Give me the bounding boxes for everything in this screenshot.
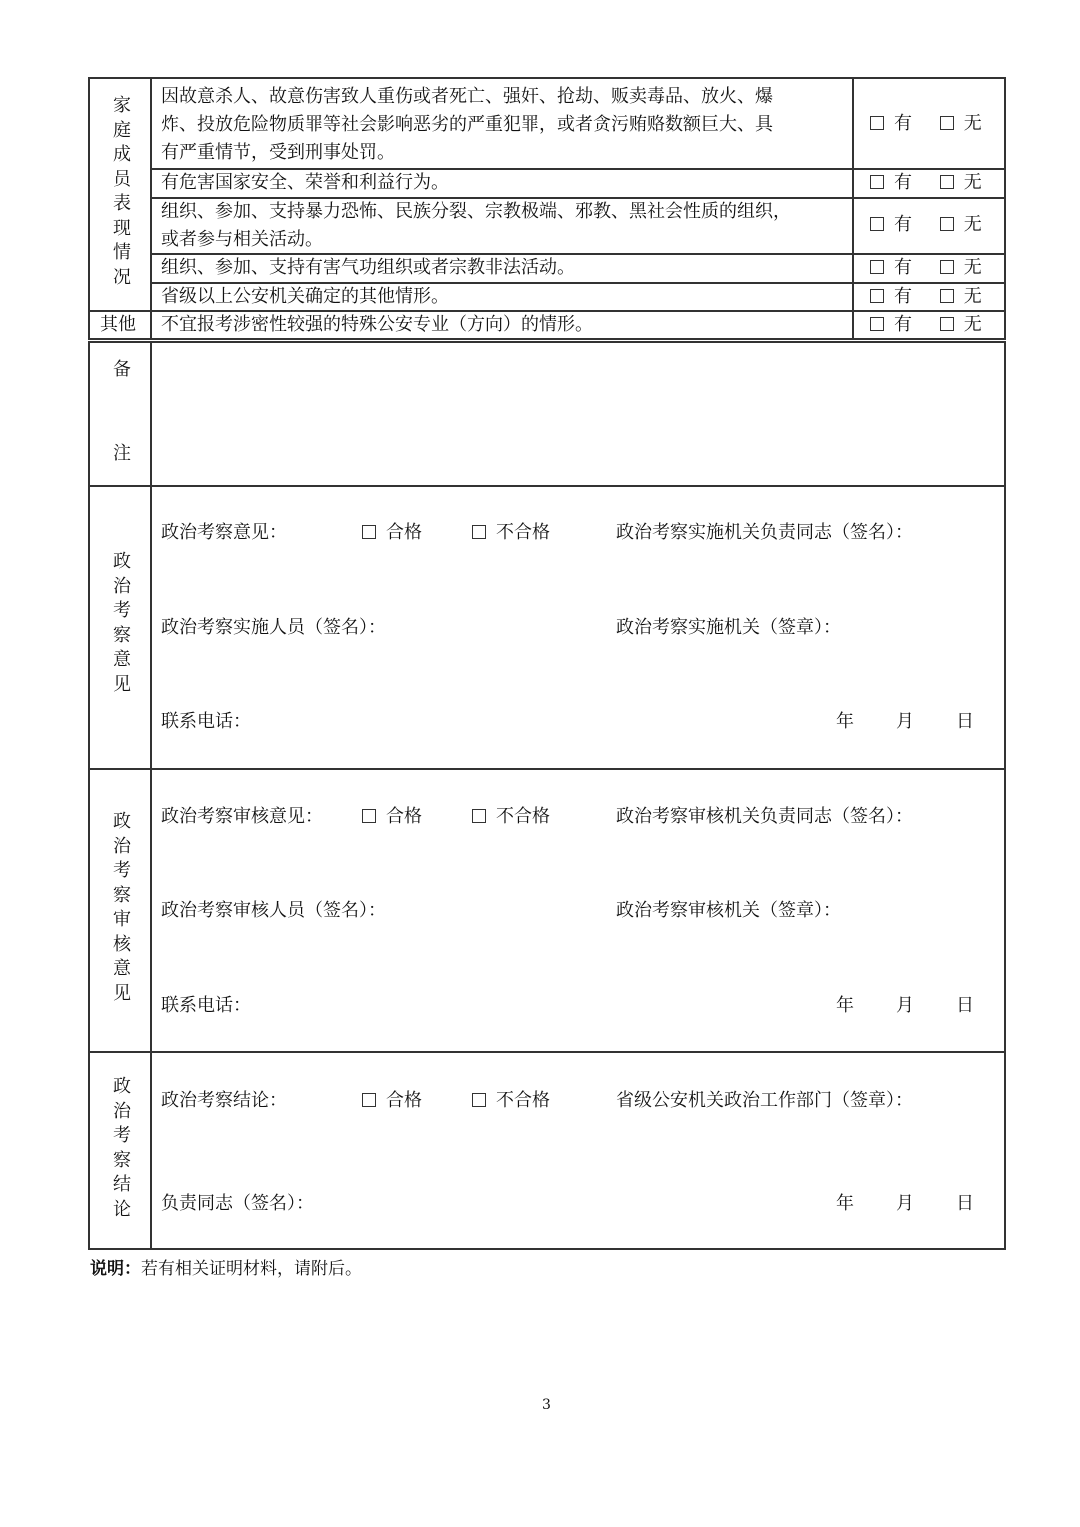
label-char: 成 (113, 144, 131, 165)
label-char: 意 (113, 649, 131, 670)
fail-label: 不合格 (496, 806, 550, 827)
checkbox-icon[interactable] (870, 175, 884, 189)
text-line: 或者参与相关活动。 (161, 229, 323, 250)
no-checkbox[interactable] (940, 214, 982, 235)
yes-label: 有 (894, 172, 912, 193)
inspection-org-seal[interactable]: 政治考察实施机关（签章）： (616, 617, 841, 638)
review-date-year: 年 (836, 995, 854, 1016)
inspection-fail-checkbox[interactable] (472, 519, 550, 547)
criterion-row-3-options (870, 211, 982, 239)
checkbox-icon[interactable] (472, 809, 486, 823)
text-line: 有严重情节，受到刑事处罚。 (161, 142, 395, 163)
label-char: 考 (113, 600, 131, 621)
review-org-seal[interactable]: 政治考察审核机关（签章）： (616, 900, 841, 921)
footnote-text: 若有相关证明材料，请附后。 (141, 1259, 362, 1279)
fail-label: 不合格 (496, 522, 550, 543)
remarks-label-top: 备 (113, 359, 131, 380)
inspection-pass-checkbox[interactable] (362, 519, 422, 547)
text-line: 组织、参加、支持暴力恐怖、民族分裂、宗教极端、邪教、黑社会性质的组织， (161, 201, 791, 222)
pass-label: 合格 (386, 522, 422, 543)
label-char: 察 (113, 1149, 131, 1171)
pass-label: 合格 (386, 806, 422, 827)
other-row-options (870, 311, 982, 339)
other-row-text: 不宜报考涉密性较强的特殊公安专业（方向）的情形。 (161, 314, 593, 335)
checkbox-icon[interactable] (940, 217, 954, 231)
text-line: 炸、投放危险物质罪等社会影响恶劣的严重犯罪，或者贪污贿赂数额巨大、具 (161, 114, 773, 135)
conclusion-date-year: 年 (836, 1193, 854, 1214)
remarks-field[interactable] (152, 343, 1004, 485)
label-char: 现 (113, 217, 131, 239)
checkbox-icon[interactable] (870, 260, 884, 274)
checkbox-icon[interactable] (362, 525, 376, 539)
checkbox-icon[interactable] (362, 809, 376, 823)
label-char: 家 (113, 95, 131, 116)
review-date-day: 日 (956, 995, 974, 1016)
label-char: 况 (113, 266, 131, 288)
other-section-label: 其他 (100, 314, 136, 335)
yes-checkbox[interactable] (870, 214, 912, 235)
inspection-opinion-label-text: 政治考察意见： (161, 522, 287, 543)
fail-label: 不合格 (496, 1090, 550, 1111)
no-checkbox[interactable] (940, 286, 982, 307)
yes-checkbox[interactable] (870, 172, 912, 193)
label-char: 察 (113, 624, 131, 646)
criterion-row-3-text (161, 198, 791, 254)
inspection-opinion-label (92, 550, 152, 697)
yes-label: 有 (894, 214, 912, 235)
no-label: 无 (963, 172, 982, 193)
yes-checkbox[interactable] (870, 257, 912, 278)
label-char: 察 (113, 884, 131, 906)
no-label: 无 (963, 314, 982, 335)
conclusion-dept-seal[interactable]: 省级公安机关政治工作部门（签章）： (616, 1090, 913, 1111)
yes-checkbox[interactable] (870, 314, 912, 335)
label-char: 考 (113, 1125, 131, 1146)
conclusion-label (92, 1075, 152, 1222)
criterion-row-5-options (870, 283, 982, 311)
review-date-month: 月 (896, 995, 914, 1016)
checkbox-icon[interactable] (870, 116, 884, 130)
review-fail-checkbox[interactable] (472, 803, 550, 831)
label-char: 政 (113, 551, 131, 572)
checkbox-icon[interactable] (940, 289, 954, 303)
yes-checkbox[interactable] (870, 113, 912, 134)
label-char: 意 (113, 958, 131, 979)
no-checkbox[interactable] (940, 172, 982, 193)
checkbox-icon[interactable] (472, 1093, 486, 1107)
checkbox-icon[interactable] (940, 260, 954, 274)
checkbox-icon[interactable] (472, 525, 486, 539)
label-char: 结 (113, 1174, 131, 1195)
label-char: 治 (113, 835, 131, 857)
checkbox-icon[interactable] (940, 317, 954, 331)
checkbox-icon[interactable] (940, 116, 954, 130)
footnote (90, 1257, 362, 1281)
inspection-leader-signature[interactable]: 政治考察实施机关负责同志（签名）： (616, 522, 913, 543)
pass-label: 合格 (386, 1090, 422, 1111)
criterion-row-2-options (870, 169, 982, 197)
criterion-row-5-text (161, 283, 449, 311)
yes-label: 有 (894, 314, 912, 335)
inspection-staff-signature[interactable]: 政治考察实施人员（签名）： (161, 617, 386, 638)
conclusion-pass-checkbox[interactable] (362, 1087, 422, 1115)
review-staff-signature[interactable]: 政治考察审核人员（签名）： (161, 900, 386, 921)
no-label: 无 (963, 113, 982, 134)
family-section-label (92, 94, 152, 290)
text-line: 组织、参加、支持有害气功组织或者宗教非法活动。 (161, 257, 575, 278)
conclusion-fail-checkbox[interactable] (472, 1087, 550, 1115)
label-char: 见 (113, 982, 131, 1004)
review-phone[interactable]: 联系电话： (161, 995, 251, 1016)
label-char: 庭 (113, 119, 131, 141)
no-checkbox[interactable] (940, 314, 982, 335)
text-line: 因故意杀人、故意伤害致人重伤或者死亡、强奸、抢劫、贩卖毒品、放火、爆 (161, 86, 773, 107)
inspection-phone[interactable]: 联系电话： (161, 711, 251, 732)
label-char: 政 (113, 1076, 131, 1097)
label-char: 论 (113, 1198, 131, 1220)
yes-label: 有 (894, 257, 912, 278)
label-char: 政 (113, 811, 131, 832)
label-char: 核 (113, 933, 131, 955)
label-char: 情 (113, 242, 131, 263)
no-label: 无 (963, 214, 982, 235)
page-number: 3 (542, 1397, 551, 1413)
review-opinion-label (92, 810, 152, 1006)
no-label: 无 (963, 286, 982, 307)
label-char: 治 (113, 1100, 131, 1122)
label-char: 员 (113, 168, 131, 190)
conclusion-date-month: 月 (896, 1193, 914, 1214)
label-char: 表 (113, 193, 131, 214)
yes-label: 有 (894, 286, 912, 307)
label-char: 见 (113, 673, 131, 695)
criterion-row-4-options (870, 254, 982, 282)
criterion-row-1-options (870, 110, 982, 138)
criterion-row-1-text (161, 83, 773, 167)
criterion-row-4-text (161, 254, 575, 282)
checkbox-icon[interactable] (870, 317, 884, 331)
conclusion-leader-signature[interactable]: 负责同志（签名）： (161, 1193, 314, 1214)
label-char: 治 (113, 575, 131, 597)
no-label: 无 (963, 257, 982, 278)
yes-checkbox[interactable] (870, 286, 912, 307)
checkbox-icon[interactable] (870, 289, 884, 303)
yes-label: 有 (894, 113, 912, 134)
checkbox-icon[interactable] (870, 217, 884, 231)
label-char: 审 (113, 909, 131, 930)
remarks-label-bottom: 注 (113, 443, 131, 464)
no-checkbox[interactable] (940, 257, 982, 278)
inspection-date-day: 日 (956, 711, 974, 732)
text-line: 有危害国家安全、荣誉和利益行为。 (161, 172, 449, 193)
inspection-date-month: 月 (896, 711, 914, 732)
checkbox-icon[interactable] (940, 175, 954, 189)
footnote-label: 说明： (90, 1259, 141, 1279)
review-pass-checkbox[interactable] (362, 803, 422, 831)
review-opinion-label-text: 政治考察审核意见： (161, 806, 323, 827)
inspection-date-year: 年 (836, 711, 854, 732)
review-leader-signature[interactable]: 政治考察审核机关负责同志（签名）： (616, 806, 913, 827)
checkbox-icon[interactable] (362, 1093, 376, 1107)
conclusion-date-day: 日 (956, 1193, 974, 1214)
no-checkbox[interactable] (940, 113, 982, 134)
criterion-row-2-text (161, 169, 449, 197)
conclusion-label-text: 政治考察结论： (161, 1090, 287, 1111)
text-line: 省级以上公安机关确定的其他情形。 (161, 286, 449, 307)
label-char: 考 (113, 860, 131, 881)
